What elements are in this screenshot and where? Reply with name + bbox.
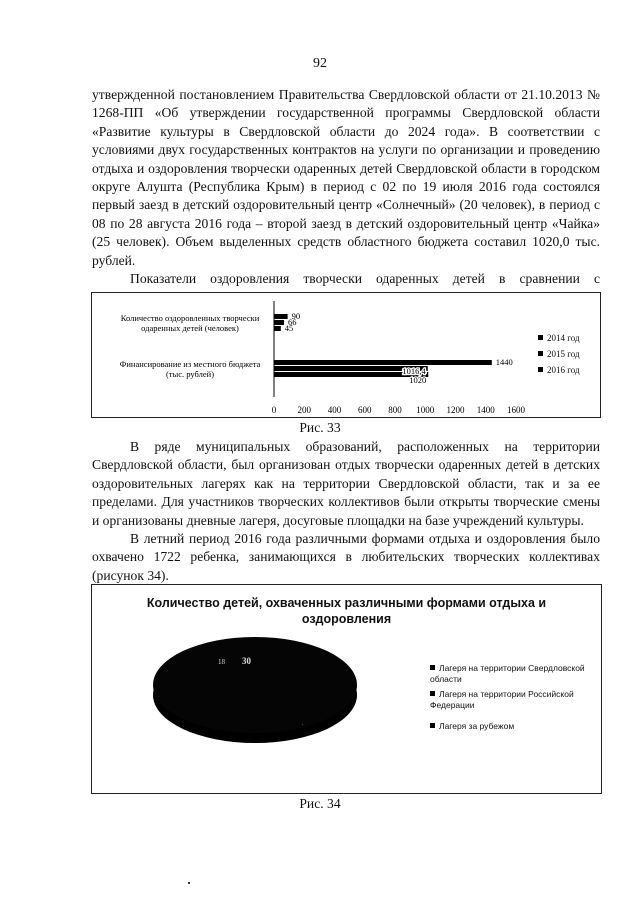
bar-data-label: 1016,4 — [402, 366, 426, 376]
x-tick-label: 1000 — [416, 405, 435, 415]
legend-swatch — [538, 335, 543, 340]
paragraph-4: В летний период 2016 года различными формами отдыха и оздоровления было охвачено 1722 ребенка, занимающихся в любительских творческих коллективах (рисунок 34). — [92, 531, 600, 583]
pie-label-small: 18 — [218, 658, 225, 666]
bar-chart-frame — [91, 292, 601, 418]
text-block-1 — [92, 86, 600, 307]
pie-chart-title: Количество детей, охваченных различными формами отдыха и оздоровления — [146, 596, 547, 626]
bar — [274, 320, 284, 325]
legend-swatch — [538, 367, 543, 372]
bar-data-label: 45 — [284, 323, 294, 333]
bar-chart — [92, 293, 600, 417]
figure-33-caption: Рис. 33 — [299, 420, 341, 435]
legend-item — [538, 333, 580, 343]
legend-item — [538, 349, 580, 359]
x-tick-label: 1600 — [507, 405, 525, 415]
bar — [274, 314, 288, 319]
pie-chart-top — [153, 637, 357, 733]
legend-label: Лагеря на территории Российской Федерации — [430, 689, 574, 710]
legend-swatch — [538, 351, 543, 356]
bar-data-label: 66 — [287, 317, 297, 327]
legend-label: 2016 год — [547, 365, 580, 375]
pie-label-30: 30 — [242, 656, 251, 666]
page-number: 92 — [313, 56, 327, 71]
pie-chart-frame — [91, 584, 602, 794]
text-block-2 — [92, 438, 600, 585]
paragraph-3: В ряде муниципальных образований, расположенных на территории Свердловской области, был организован отдых творчески одаренных детей в детских оздоровительных лагерях как на территории Свердловской области, так и за ее пределами. Для участников творческих коллективов были открыты творческие смены и организованы дневные лагеря, досуговые площадки на базе учреждений культуры. — [92, 439, 600, 528]
x-tick-label: 400 — [327, 405, 342, 415]
scan-mark — [188, 882, 190, 884]
pie-legend-item — [430, 663, 590, 685]
x-tick-label: 1400 — [476, 405, 495, 415]
x-tick-label: 0 — [271, 405, 277, 415]
legend-swatch — [430, 665, 435, 670]
legend-item — [538, 365, 580, 375]
x-tick-label: 600 — [358, 405, 372, 415]
category-label: Количество оздоровленных творчески одаренных детей (человек) — [120, 313, 260, 333]
pie-label-large: . — [302, 721, 304, 727]
legend-label: Лагеря на территории Свердловской области — [430, 663, 585, 684]
legend-swatch — [430, 691, 435, 696]
x-tick-label: 1200 — [446, 405, 465, 415]
legend-label: 2015 год — [547, 349, 580, 359]
bar-data-label: 1440 — [495, 357, 513, 367]
category-label: Финансирование из местного бюджета (тыс. рублей) — [119, 359, 261, 379]
bar — [274, 326, 281, 331]
bar-data-label: 90 — [291, 311, 301, 321]
legend-swatch — [430, 723, 435, 728]
x-tick-label: 200 — [297, 405, 311, 415]
paragraph-2: Показатели оздоровления творчески одаренных детей в сравнении с — [130, 271, 600, 287]
pie-legend-item — [430, 721, 590, 732]
bar-data-label: 1020 — [409, 375, 427, 385]
legend-label: Лагеря за рубежом — [439, 721, 515, 731]
bar — [274, 360, 492, 365]
paragraph-1: утвержденной постановлением Правительства Свердловской области от 21.10.2013 № 1268-ПП «Об утверждении государственной программы Свердловской области «Развитие культуры в Свердловской области до 2024 года». В соответствии с условиями двух государственных контрактов на услуги по организации и проведению отдыха и оздоровления творчески одаренных детей Свердловской области в городском округе Алушта (Республика Крым) в период с 02 по 19 июля 2016 года состоялся первый заезд в детский оздоровительный центр «Солнечный» (20 человек), в период с 08 по 28 августа 2016 года – второй заезд в детский оздоровительный центр «Чайка» (25 человек). Объем выделенных средств областного бюджета составил 1020,0 тыс. рублей. — [92, 87, 600, 268]
pie-legend-item — [430, 689, 590, 711]
figure-34-caption: Рис. 34 — [299, 796, 341, 811]
x-tick-label: 800 — [388, 405, 402, 415]
legend-label: 2014 год — [547, 333, 580, 343]
